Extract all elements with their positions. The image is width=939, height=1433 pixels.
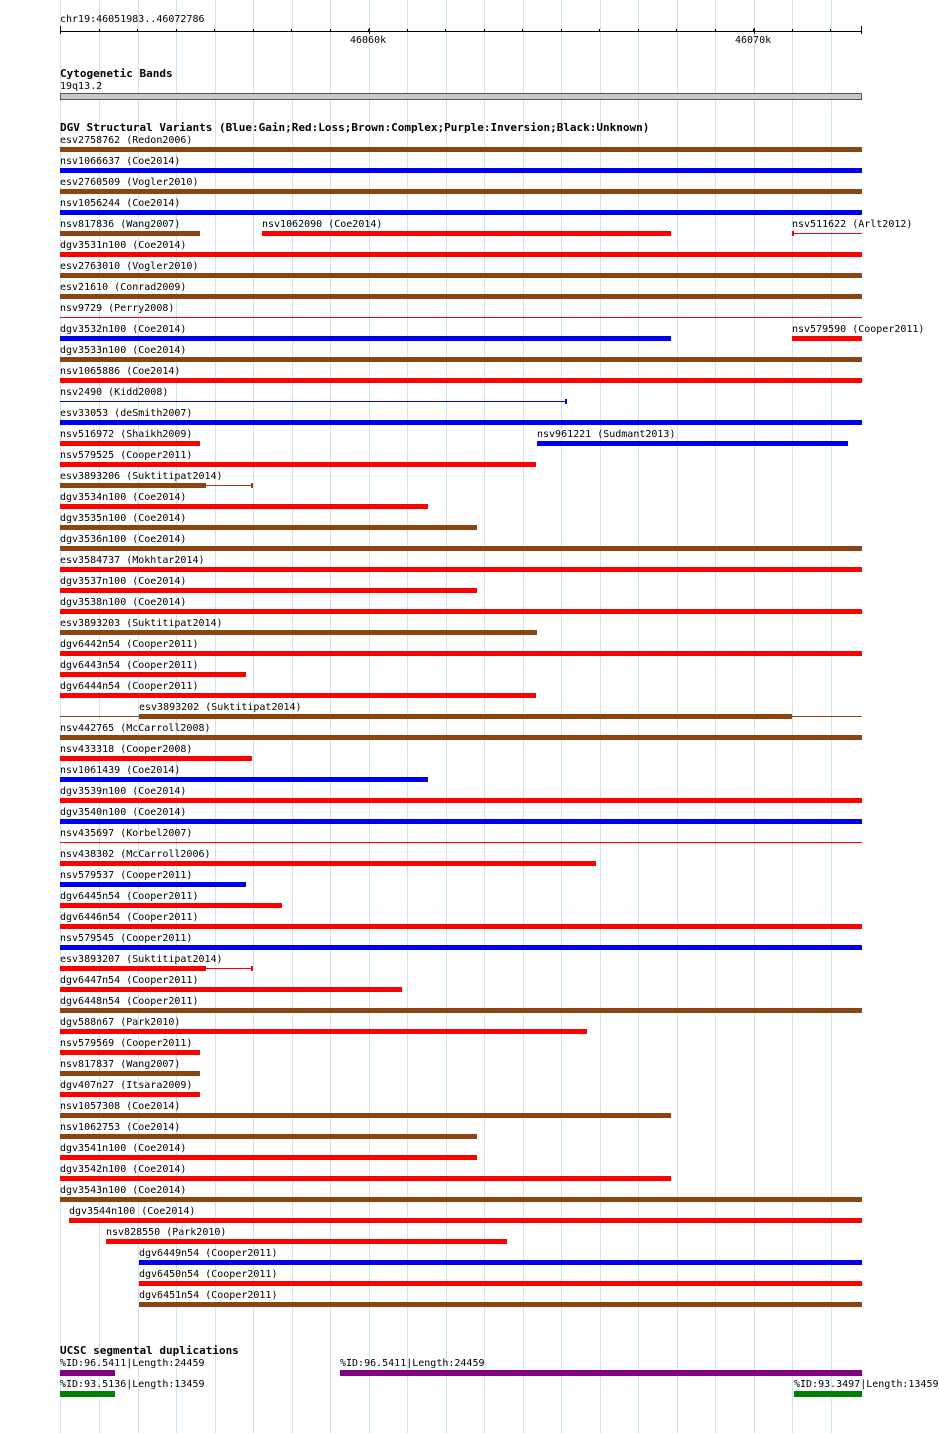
feature-bar[interactable] (60, 798, 862, 803)
feature-bar[interactable] (60, 924, 862, 929)
feature-label: dgv3543n100 (Coe2014) (60, 1185, 187, 1196)
feature-label: dgv3533n100 (Coe2014) (60, 345, 187, 356)
feature-bar[interactable] (60, 693, 536, 698)
feature-bar[interactable] (60, 441, 200, 446)
feature-label: nsv828550 (Park2010) (106, 1227, 227, 1238)
feature-label: nsv817837 (Wang2007) (60, 1059, 181, 1070)
ruler-minor-tick (214, 29, 215, 32)
feature-label: dgv3542n100 (Coe2014) (60, 1164, 187, 1175)
feature-bar[interactable] (60, 861, 596, 866)
ruler-axis-line (60, 31, 862, 32)
feature-label: dgv3544n100 (Coe2014) (69, 1206, 196, 1217)
feature-bar[interactable] (60, 609, 862, 614)
feature-bar[interactable] (60, 525, 477, 530)
feature-bar[interactable] (60, 147, 862, 152)
feature-bar[interactable] (60, 630, 537, 635)
feature-bar[interactable] (60, 567, 862, 572)
feature-label: dgv3538n100 (Coe2014) (60, 597, 187, 608)
feature-label: nsv961221 (Sudmant2013) (537, 429, 676, 440)
ruler-major-tick (369, 28, 370, 34)
feature-label: esv2760509 (Vogler2010) (60, 177, 199, 188)
feature-bar[interactable] (60, 546, 862, 551)
feature-label: nsv1062753 (Coe2014) (60, 1122, 181, 1133)
feature-bar[interactable] (60, 1134, 477, 1139)
feature-bar[interactable] (60, 252, 862, 257)
ruler-minor-tick (484, 29, 485, 32)
feature-label: dgv6446n54 (Cooper2011) (60, 912, 199, 923)
feature-bar[interactable] (60, 651, 862, 656)
feature-label: esv33053 (deSmith2007) (60, 408, 193, 419)
feature-label: esv3893203 (Suktitipat2014) (60, 618, 223, 629)
feature-label: nsv433318 (Cooper2008) (60, 744, 193, 755)
ruler-minor-tick (176, 29, 177, 32)
feature-label: dgv3539n100 (Coe2014) (60, 786, 187, 797)
ruler-end-tick (861, 26, 862, 34)
feature-bar[interactable] (60, 420, 862, 425)
feature-label: dgv407n27 (Itsara2009) (60, 1080, 193, 1091)
feature-label: %ID:93.5136|Length:13459 (60, 1379, 205, 1390)
ruler-tick-label: 46060k (350, 35, 387, 46)
feature-label: dgv588n67 (Park2010) (60, 1017, 181, 1028)
feature-label: dgv3531n100 (Coe2014) (60, 240, 187, 251)
ruler-major-tick (754, 28, 755, 34)
feature-bar[interactable] (60, 1391, 115, 1397)
feature-bar[interactable] (60, 1050, 200, 1055)
feature-bar[interactable] (60, 1029, 587, 1034)
feature-label: nsv435697 (Korbel2007) (60, 828, 193, 839)
feature-label: nsv9729 (Perry2008) (60, 303, 175, 314)
feature-label: dgv6444n54 (Cooper2011) (60, 681, 199, 692)
feature-bar[interactable] (60, 273, 862, 278)
cytoband-track-title: Cytogenetic Bands (60, 67, 173, 80)
feature-bar[interactable] (60, 357, 862, 362)
feature-end-cap (565, 399, 567, 404)
feature-label: nsv1062090 (Coe2014) (262, 219, 383, 230)
feature-label: nsv1056244 (Coe2014) (60, 198, 181, 209)
feature-bar[interactable] (60, 1155, 477, 1160)
feature-label: %ID:93.3497|Length:13459 (794, 1379, 939, 1390)
feature-label: nsv438302 (McCarroll2006) (60, 849, 211, 860)
feature-label: dgv6449n54 (Cooper2011) (139, 1248, 278, 1259)
feature-bar[interactable] (794, 1391, 862, 1397)
feature-bar[interactable] (60, 401, 566, 402)
ruler-minor-tick (599, 29, 600, 32)
feature-bar[interactable] (60, 903, 282, 908)
feature-bar[interactable] (60, 168, 862, 173)
feature-bar[interactable] (60, 966, 206, 971)
feature-bar[interactable] (792, 233, 862, 234)
feature-label: dgv6451n54 (Cooper2011) (139, 1290, 278, 1301)
feature-label: dgv6443n54 (Cooper2011) (60, 660, 199, 671)
feature-whisker-cap (251, 966, 253, 971)
ruler-minor-tick (253, 29, 254, 32)
feature-label: dgv6447n54 (Cooper2011) (60, 975, 199, 986)
feature-bar[interactable] (60, 317, 862, 318)
feature-bar[interactable] (537, 441, 848, 446)
ruler-minor-tick (561, 29, 562, 32)
feature-label: esv3893206 (Suktitipat2014) (60, 471, 223, 482)
feature-bar[interactable] (60, 945, 862, 950)
ruler-minor-tick (522, 29, 523, 32)
ruler-minor-tick (715, 29, 716, 32)
feature-label: esv3584737 (Mokhtar2014) (60, 555, 205, 566)
feature-bar[interactable] (60, 1370, 115, 1376)
feature-label: esv21610 (Conrad2009) (60, 282, 187, 293)
feature-bar[interactable] (60, 1092, 200, 1097)
feature-bar[interactable] (60, 336, 671, 341)
feature-bar[interactable] (139, 1281, 862, 1286)
feature-label: dgv6448n54 (Cooper2011) (60, 996, 199, 1007)
ruler-end-tick (60, 26, 61, 34)
feature-label: dgv3534n100 (Coe2014) (60, 492, 187, 503)
feature-bar[interactable] (60, 588, 477, 593)
feature-bar[interactable] (340, 1370, 862, 1376)
feature-label: dgv3535n100 (Coe2014) (60, 513, 187, 524)
feature-bar[interactable] (60, 210, 862, 215)
feature-bar[interactable] (60, 1071, 200, 1076)
feature-label: dgv3536n100 (Coe2014) (60, 534, 187, 545)
feature-label: dgv3532n100 (Coe2014) (60, 324, 187, 335)
ruler-minor-tick (407, 29, 408, 32)
ruler-minor-tick (676, 29, 677, 32)
feature-bar[interactable] (792, 336, 862, 341)
feature-bar[interactable] (106, 1239, 507, 1244)
feature-whisker-cap (251, 483, 253, 488)
ruler-tick-label: 46070k (735, 35, 772, 46)
ruler-minor-tick (330, 29, 331, 32)
feature-label: dgv6445n54 (Cooper2011) (60, 891, 199, 902)
segdup-track-title: UCSC segmental duplications (60, 1344, 239, 1357)
feature-bar[interactable] (60, 672, 246, 677)
feature-label: nsv817836 (Wang2007) (60, 219, 181, 230)
feature-label: nsv1061439 (Coe2014) (60, 765, 181, 776)
feature-label: esv3893202 (Suktitipat2014) (139, 702, 302, 713)
feature-label: esv2763010 (Vogler2010) (60, 261, 199, 272)
ruler-minor-tick (99, 29, 100, 32)
feature-label: nsv579537 (Cooper2011) (60, 870, 193, 881)
feature-label: nsv579525 (Cooper2011) (60, 450, 193, 461)
feature-bar[interactable] (60, 231, 200, 236)
ruler-minor-tick (137, 29, 138, 32)
feature-bar[interactable] (262, 231, 671, 236)
feature-whisker-line (206, 968, 252, 969)
feature-label: nsv1057308 (Coe2014) (60, 1101, 181, 1112)
feature-label: nsv442765 (McCarroll2008) (60, 723, 211, 734)
feature-bar[interactable] (60, 294, 862, 299)
feature-label: nsv579590 (Cooper2011) (792, 324, 925, 335)
cytoband-bar[interactable] (60, 93, 862, 100)
feature-bar[interactable] (60, 1197, 862, 1202)
feature-bar[interactable] (139, 1302, 862, 1307)
feature-bar[interactable] (60, 504, 428, 509)
dgv-track-title: DGV Structural Variants (Blue:Gain;Red:Loss;Brown:Complex;Purple:Inversion;Black:Unknown) (60, 121, 650, 134)
feature-label: dgv3541n100 (Coe2014) (60, 1143, 187, 1154)
feature-label: dgv3537n100 (Coe2014) (60, 576, 187, 587)
ruler-minor-tick (792, 29, 793, 32)
feature-bar[interactable] (60, 1176, 671, 1181)
feature-label: nsv1066637 (Coe2014) (60, 156, 181, 167)
feature-label: dgv6450n54 (Cooper2011) (139, 1269, 278, 1280)
feature-bar[interactable] (60, 189, 862, 194)
feature-bar[interactable] (60, 777, 428, 782)
ruler-position-label: chr19:46051983..46072786 (60, 14, 205, 25)
feature-bar[interactable] (60, 987, 402, 992)
ruler-minor-tick (291, 29, 292, 32)
feature-label: esv2758762 (Redon2006) (60, 135, 193, 146)
feature-bar[interactable] (60, 842, 862, 843)
feature-bar[interactable] (60, 882, 246, 887)
feature-label: nsv511622 (Arlt2012) (792, 219, 913, 230)
feature-bar[interactable] (60, 1113, 671, 1118)
feature-bar[interactable] (60, 378, 862, 383)
feature-label: nsv1065886 (Coe2014) (60, 366, 181, 377)
feature-label: dgv6442n54 (Cooper2011) (60, 639, 199, 650)
feature-label: nsv579569 (Cooper2011) (60, 1038, 193, 1049)
feature-bar[interactable] (60, 819, 862, 824)
ruler-minor-tick (830, 29, 831, 32)
feature-bar[interactable] (60, 483, 206, 488)
feature-bar[interactable] (60, 756, 252, 761)
feature-bar[interactable] (139, 714, 792, 719)
feature-bar[interactable] (139, 1260, 862, 1265)
feature-end-cap (792, 231, 794, 236)
feature-label: nsv2490 (Kidd2008) (60, 387, 169, 398)
feature-whisker-line (206, 485, 252, 486)
feature-bar[interactable] (69, 1218, 862, 1223)
cytoband-label: 19q13.2 (60, 81, 103, 92)
feature-bar[interactable] (60, 735, 862, 740)
ruler-minor-tick (638, 29, 639, 32)
feature-label: nsv579545 (Cooper2011) (60, 933, 193, 944)
feature-label: nsv516972 (Shaikh2009) (60, 429, 193, 440)
feature-bar[interactable] (60, 462, 536, 467)
feature-label: %ID:96.5411|Length:24459 (60, 1358, 205, 1369)
feature-label: esv3893207 (Suktitipat2014) (60, 954, 223, 965)
feature-label: %ID:96.5411|Length:24459 (340, 1358, 485, 1369)
feature-label: dgv3540n100 (Coe2014) (60, 807, 187, 818)
ruler-minor-tick (445, 29, 446, 32)
feature-bar[interactable] (60, 1008, 862, 1013)
